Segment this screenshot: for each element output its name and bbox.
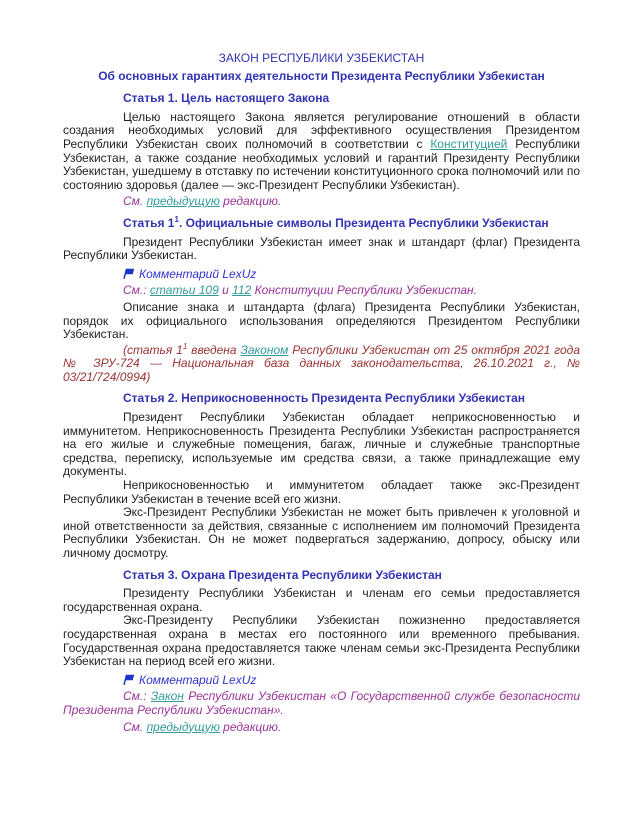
article-1-paragraph [63,111,580,193]
comment-flag-icon [123,268,135,279]
article-3-paragraph-2: Экс-Президенту Республики Узбекистан пожизненно предоставляется государственная охрана в местах его постоянного или временного пребывания. Государственная охрана предоставляется также членам семьи экс-Президента Республики Узбекистан на период всей его жизни. [63,613,580,669]
note-text: См.: [123,283,150,298]
see-security-service-law-note [63,690,580,717]
article-3-paragraph-1: Президенту Республики Узбекистан и членам его семьи предоставляется государственная охрана. [63,586,580,614]
superscript: 1 [182,341,188,351]
previous-revision-link[interactable]: предыдущую [146,719,220,734]
see-previous-revision-note [63,721,580,735]
note-text: См. [123,719,147,734]
previous-revision-link[interactable]: предыдущую [146,194,220,209]
article-3-heading: Статья 3. Охрана Президента Республики Узбекистан [123,567,442,582]
article-1-heading: Статья 1. Цель настоящего Закона [123,91,330,106]
heading-text: Статья 1 [123,215,175,230]
amendment-text: (статья 1 [123,342,183,357]
note-text: См. [123,194,147,209]
article-1-1-heading [63,214,580,231]
note-text: Республики Узбекистан «О Государственной службе безопасности Президента Республики Узбекистан». [63,689,580,717]
note-text: редакцию. [219,194,282,209]
note-text: Конституции Республики Узбекистан. [251,283,477,298]
article-112-link[interactable]: 112 [232,283,252,298]
article-2-paragraph-1: Президент Республики Узбекистан обладает неприкосновенностью и иммунитетом. Неприкосновенность Президента Республики Узбекистан распространяется на его жилые и служебные помещения, багаж, личные и служебные транспортные средства, переписку, используемые им средства связи, а также принадлежащие ему документы. [63,410,580,479]
amendment-text: Республики Узбекистан от 25 октября 2021 года № ЗРУ-724 — Национальная база данных законодательства, 26.10.2021 г., № 03/21/724/0994) [63,342,580,384]
amendment-law-link[interactable]: Законом [240,342,289,357]
article-2-heading: Статья 2. Неприкосновенность Президента Республики Узбекистан [123,391,526,406]
comment-label: Комментарий LexUz [139,672,257,687]
note-text: См.: [123,689,151,704]
see-previous-revision-note [63,195,580,209]
paragraph-text: Целью настоящего Закона является регулирование отношений в области создания необходимых условий для эффективного осуществления Президентом Республики Узбекистан своих полномочий в соответствии с [63,109,580,151]
note-text: и [218,283,233,298]
amendment-note [63,341,580,385]
amendment-text: введена [187,342,241,357]
note-text: редакцию. [219,719,282,734]
see-constitution-articles-note [63,284,580,298]
comment-flag-icon [123,674,135,685]
lexuz-comment-line [63,268,580,282]
heading-text: . Официальные символы Президента Республики Узбекистан [178,215,549,230]
superscript: 1 [174,214,179,224]
article-2-paragraph-2: Неприкосновенностью и иммунитетом обладает также экс-Президент Республики Узбекистан в течение всей его жизни. [63,478,580,506]
article-1-1-paragraph-1: Президент Республики Узбекистан имеет знак и штандарт (флаг) Президента Республики Узбекистан. [63,234,580,263]
article-2-paragraph-3: Экс-Президент Республики Узбекистан не может быть привлечен к уголовной и иной ответственности за действия, связанные с исполнением им полномочий Президента Республики Узбекистан. Он не может подвергаться задержанию, допросу, обыску или личному досмотру. [63,505,580,560]
lexuz-comment-line [63,674,580,688]
article-109-link[interactable]: статьи 109 [149,283,219,298]
security-service-law-link[interactable]: Закон [150,689,184,704]
comment-label: Комментарий LexUz [139,266,257,281]
constitution-link[interactable]: Конституцией [430,136,508,151]
document-subtitle: Об основных гарантиях деятельности Президента Республики Узбекистан [98,68,545,83]
paragraph-text: Республики Узбекистан, а также создание необходимых условий и гарантий Президенту Республики Узбекистан, ушедшему в отставку по истечении конституционного срока полномочий или по состоянию здоровья (далее — экс-Президент Республики Узбекистан). [63,136,580,192]
document-title: ЗАКОН РЕСПУБЛИКИ УЗБЕКИСТАН [218,51,425,65]
article-1-1-paragraph-2: Описание знака и штандарта (флага) Президента Республики Узбекистан, порядок их официального использования определяются Президентом Республики Узбекистан. [63,299,580,342]
